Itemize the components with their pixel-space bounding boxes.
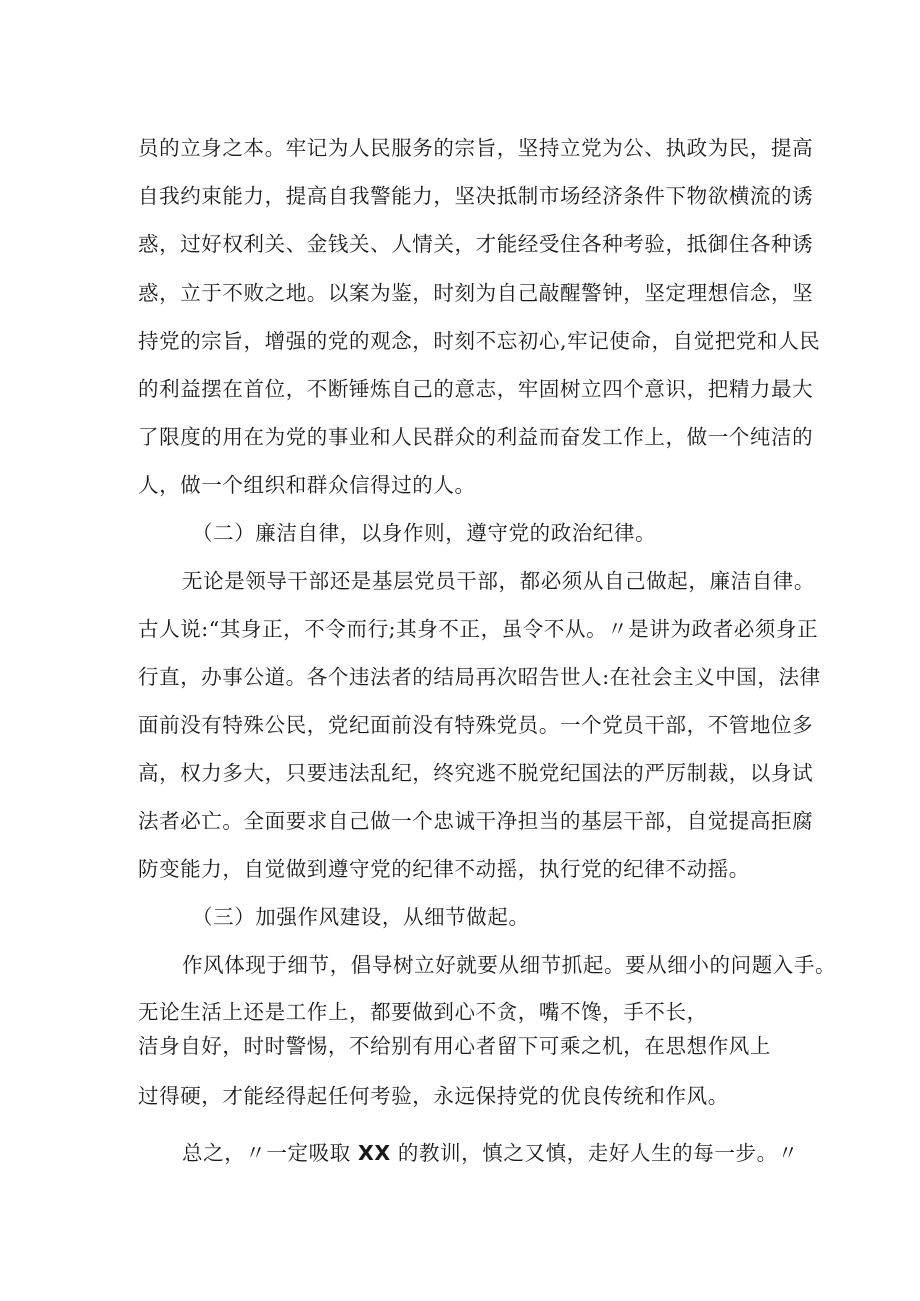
paragraph-line: 面前没有特殊公民，党纪面前没有特殊党员。一个党员干部，不管地位多 <box>138 713 814 737</box>
paragraph-line: 无论生活上还是工作上，都要做到心不贪，嘴不馋，手不长， <box>138 1000 708 1024</box>
paragraph-line: 高，权力多大，只要违法乱纪，终究逃不脱党纪国法的严厉制裁，以身试 <box>138 761 814 785</box>
paragraph-line: 了限度的用在为党的事业和人民群众的利益而奋发工作上，做一个纯洁的 <box>138 425 814 449</box>
paragraph-line: 无论是领导干部还是基层党员干部，都必须从自己做起，廉洁自律。 <box>182 569 815 593</box>
paragraph-line: 员的立身之本。牢记为人民服务的宗旨，坚持立党为公、执政为民，提高 <box>138 136 814 160</box>
paragraph-line: 法者必亡。全面要求自己做一个忠诚干净担当的基层干部，自觉提高拒腐 <box>138 809 814 833</box>
section-heading-3: （三）加强作风建设，从细节做起。 <box>192 905 530 929</box>
paragraph-line: 防变能力，自觉做到遵守党的纪律不动摇，执行党的纪律不动摇。 <box>138 857 750 881</box>
paragraph-line: 洁身自好，时时警惕，不给别有用心者留下可乘之机，在思想作风上 <box>138 1034 771 1058</box>
paragraph-line: 行直，办事公道。各个违法者的结局再次昭告世人:在社会主义中国，法律 <box>138 665 821 689</box>
paragraph-line: 人，做一个组织和群众信得过的人。 <box>138 473 476 497</box>
paragraph-line: 过得硬，才能经得起任何考验，永远保持党的优良传统和作风。 <box>138 1084 729 1108</box>
paragraph-line: 古人说:“其身正，不令而行;其身不正，虽令不从。〃是讲为政者必须身正 <box>138 617 819 641</box>
conclusion-line <box>182 1141 799 1165</box>
paragraph-line: 的利益摆在首位，不断锤炼自己的意志，牢固树立四个意识，把精力最大 <box>138 377 814 401</box>
conclusion-suffix: 的教训，慎之又慎，走好人生的每一步。〃 <box>397 1141 799 1165</box>
paragraph-line: 作风体现于细节，倡导树立好就要从细节抓起。要从细小的问题入手。 <box>182 953 837 977</box>
paragraph-line: 惑，过好权利关、金钱关、人情关，才能经受住各种考验，抵御住各种诱 <box>138 232 814 256</box>
paragraph-line: 惑，立于不败之地。以案为鉴，时刻为自己敲醒警钟，坚定理想信念，坚 <box>138 281 814 305</box>
paragraph-line: 自我约束能力，提高自我警能力，坚决抵制市场经济条件下物欲横流的诱 <box>138 184 814 208</box>
section-heading-2: （二）廉洁自律，以身作则，遵守党的政治纪律。 <box>192 521 657 545</box>
paragraph-line: 持党的宗旨，增强的党的观念，时刻不忘初心,牢记使命，自觉把党和人民 <box>138 329 821 353</box>
conclusion-highlight: XX <box>357 1141 391 1165</box>
conclusion-prefix: 总之，〃一定吸取 <box>182 1141 351 1165</box>
